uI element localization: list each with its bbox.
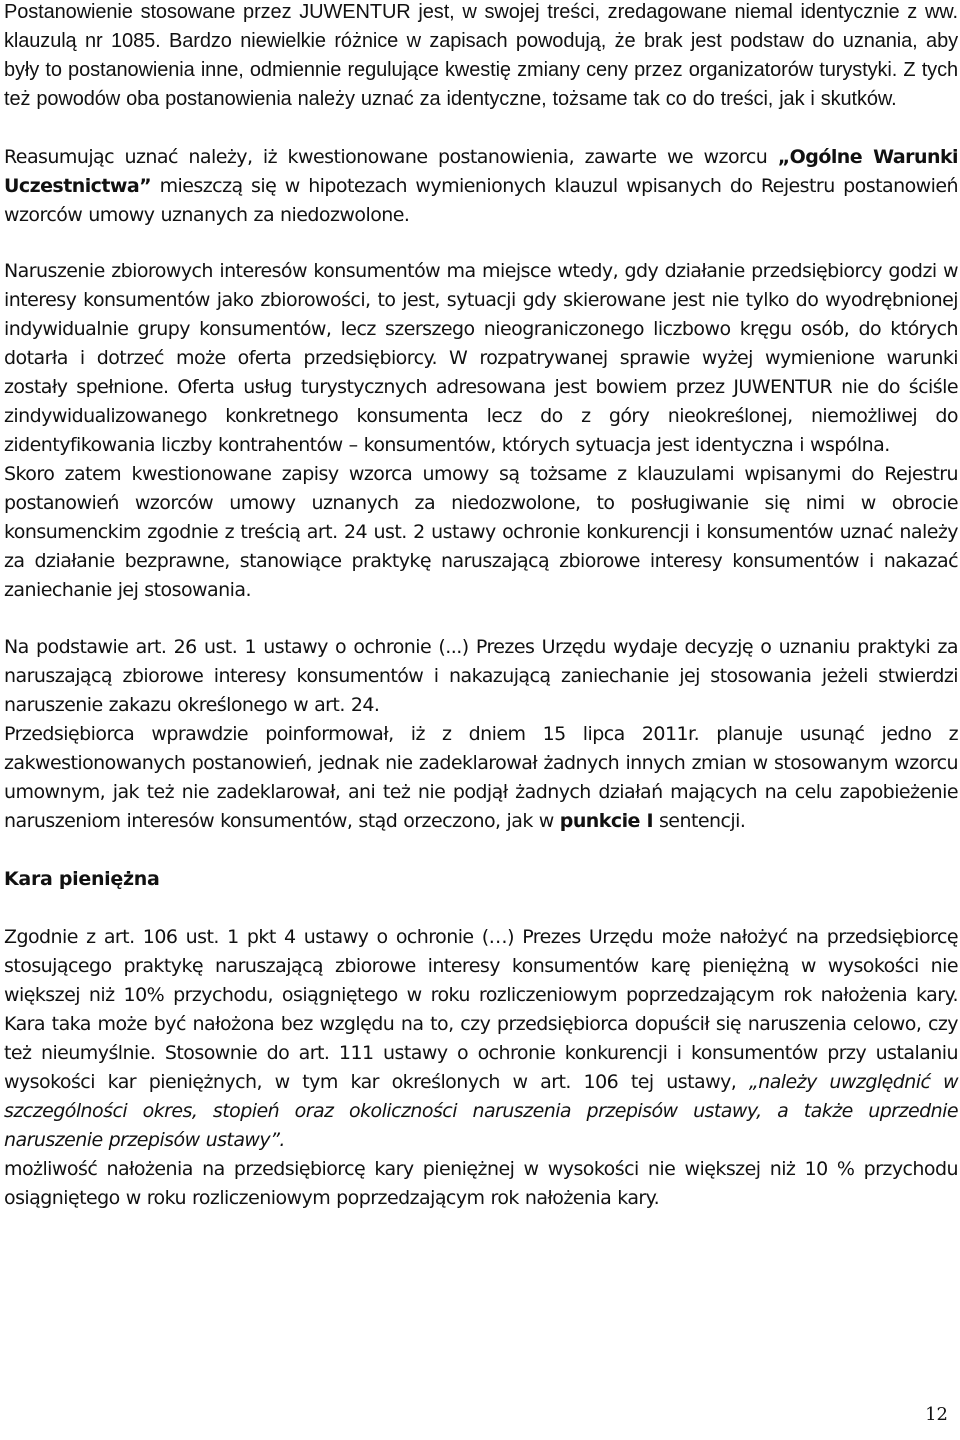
page-number: 12 [925, 1404, 948, 1425]
quoted-provision: „należy uwzględnić w szczególności okres, stopień oraz okoliczności naruszenia przepisów ustawy, a także uprzednie naruszenie przepisów ustawy”. [4, 1071, 958, 1151]
paragraph-conclusion: Skoro zatem kwestionowane zapisy wzorca umowy są tożsame z klauzulami wpisanymi do Rejestru postanowień wzorców umowy uznanych za niedozwolone, to posługiwanie się nimi w obrocie konsumenckim zgodnie z treścią art. 24 ust. 2 ustawy ochronie konkurencji i konsumentów uznać należy za działanie bezprawne, stanowiące praktykę naruszającą zbiorowe interesy konsumentów i nakazać zaniechanie jej stosowania. [4, 463, 958, 601]
paragraph-entrepreneur-lead: Przedsiębiorca wprawdzie poinformował, iż z dniem 15 lipca 2011r. planuje usunąć jedno z zakwestionowanych postanowień, jednak nie zadeklarował żadnych innych zmian w stosowanym wzorcu umownym, jak też nie zadeklarował, ani też nie podjął żadnych działań mających na celu zapobieżenie naruszeniom interesów konsumentów, stąd orzeczono, jak w [4, 723, 958, 832]
paragraph-fine-lead: Zgodnie z art. 106 ust. 1 pkt 4 ustawy o ochronie (…) Prezes Urzędu może nałożyć na przedsiębiorcę stosującego praktykę naruszającą zbiorowe interesy konsumentów karę pieniężną w wysokości nie większej niż 10% przychodu, osiągniętego w roku rozliczeniowym poprzedzającym rok nałożenia kary. Kara taka może być nałożona bez względu na to, czy przedsiębiorca dopuścił się naruszenia celowo, czy też nieumyślnie. Stosownie do art. 111 ustawy o ochronie konkurencji i konsumentów przy ustalaniu wysokości kar pieniężnych, w tym kar określonych w art. 106 tej ustawy, [4, 926, 958, 1093]
paragraph-entrepreneur-tail: sentencji. [652, 810, 746, 832]
point-reference: punkcie I [559, 810, 653, 832]
document-page [4, 0, 958, 1213]
wzorzec-title: „Ogólne Warunki Uczestnictwa” [4, 146, 958, 197]
section-heading-fine: Kara pieniężna [4, 868, 160, 890]
paragraph-summary-tail: mieszczą się w hipotezach wymienionych klauzul wpisanych do Rejestru postanowień wzorców umowy uznanych za niedozwolone. [4, 175, 958, 226]
paragraph-fine-basis [4, 923, 958, 1155]
paragraph-article-26: Na podstawie art. 26 ust. 1 ustawy o ochronie (...) Prezes Urzędu wydaje decyzję o uznaniu praktyki za naruszającą zbiorowe interesy konsumentów i nakazującą zaniechanie jej stosowania jeżeli stwierdzi naruszenie zakazu określonego w art. 24. [4, 636, 958, 716]
paragraph-collective-interests: Naruszenie zbiorowych interesów konsumentów ma miejsce wtedy, gdy działanie przedsiębiorcy godzi w interesy konsumentów jako zbiorowości, to jest, sytuacji gdy skierowane jest nie tylko do wyodrębnionej indywidualnie grupy konsumentów, lecz szerszego nieograniczonego liczbowo kręgu osób, do których dotarła i dotrzeć może oferta przedsiębiorcy. W rozpatrywanej sprawie wyżej wymienione warunki zostały spełnione. Oferta usług turystycznych adresowana jest bowiem przez JUWENTUR nie do ściśle zindywidualizowanego konkretnego konsumenta lecz do z góry nieokreślonej, niemożliwej do zidentyfikowania liczby kontrahentów – konsumentów, których sytuacja jest identyczna i wspólna. [4, 260, 958, 456]
paragraph-summary-lead: Reasumując uznać należy, iż kwestionowane postanowienia, zawarte we wzorcu [4, 146, 778, 168]
paragraph-identical-clauses: Postanowienie stosowane przez JUWENTUR jest, w swojej treści, zredagowane niemal identycznie z ww. klauzulą nr 1085. Bardzo niewielkie różnice w zapisach powodują, że brak jest podstaw do uznania, aby były to postanowienia inne, odmiennie regulujące kwestię zmiany ceny przez organizatorów turystyki. Z tych też powodów oba postanowienia należy uznać za identyczne, tożsame tak co do treści, jak i skutków. [4, 1, 958, 110]
paragraph-summary [4, 143, 958, 230]
paragraph-fine-possibility: możliwość nałożenia na przedsiębiorcę kary pieniężnej w wysokości nie większej niż 10 % przychodu osiągniętego w roku rozliczeniowym poprzedzającym rok nałożenia kary. [4, 1158, 958, 1209]
paragraph-entrepreneur-info [4, 720, 958, 836]
